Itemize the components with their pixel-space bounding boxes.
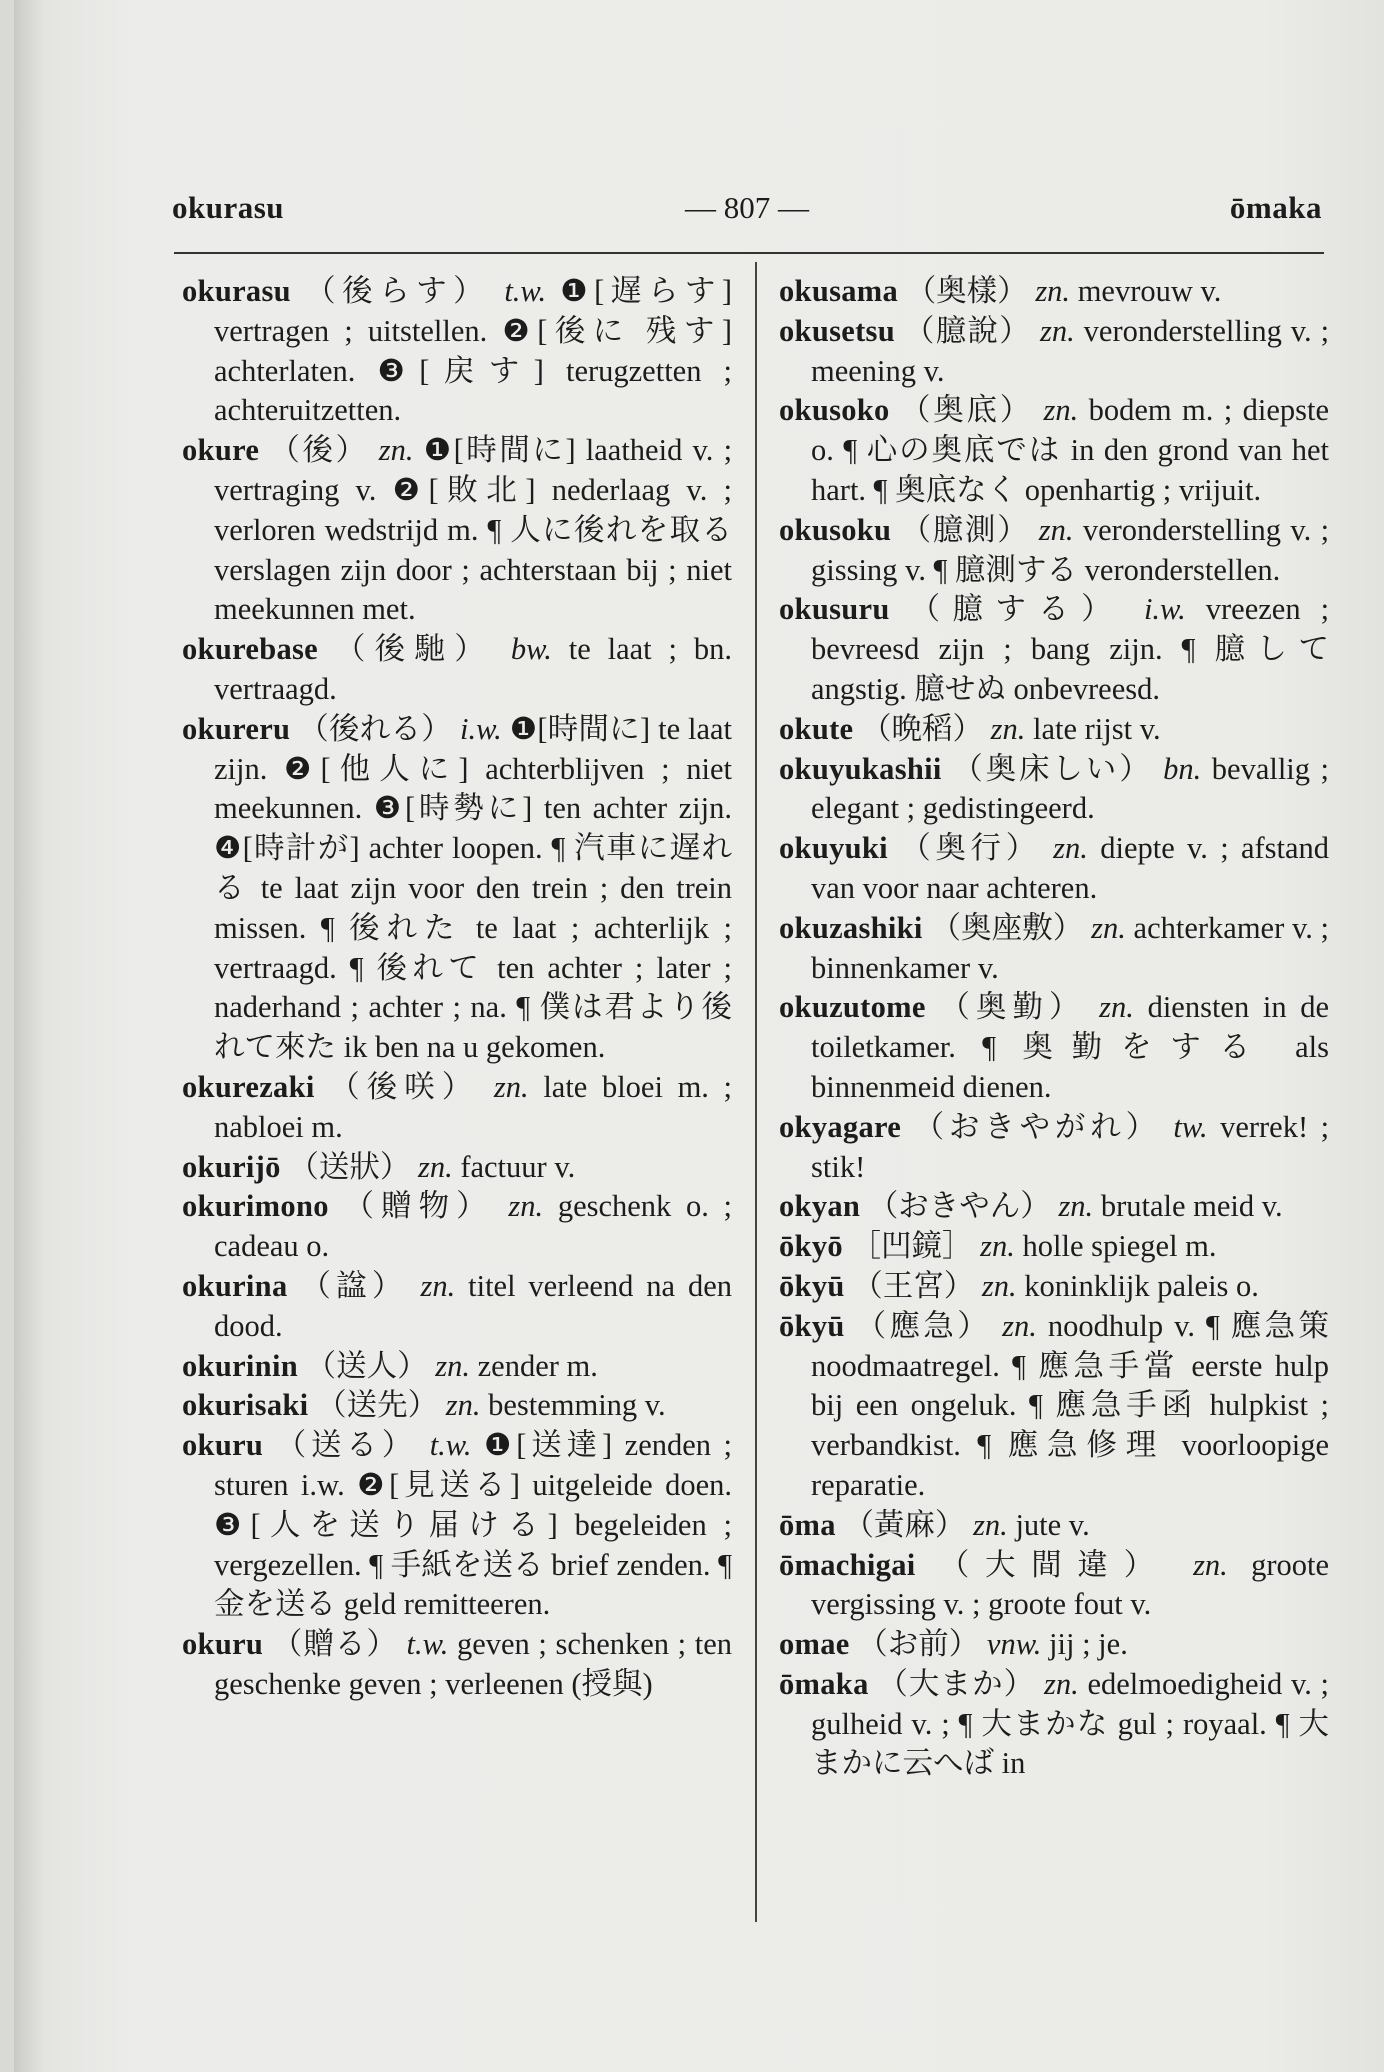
headword: okusetsu [779, 313, 895, 348]
definition: groote vergissing v. ; groote fout v. [811, 1547, 1330, 1622]
entry [779, 1625, 1329, 1665]
headword: okuyukashii [779, 751, 942, 786]
headword: okyan [779, 1189, 861, 1224]
kanji: （奥樣） [905, 274, 1028, 308]
kanji: （臆說） [903, 313, 1032, 348]
headword: okurina [182, 1268, 288, 1303]
grammar-tag: zn. [1039, 313, 1075, 348]
grammar-tag: tw. [1173, 1109, 1208, 1144]
entry [182, 1068, 732, 1148]
headword: ōkyū [779, 1268, 845, 1303]
grammar-tag: zn. [1035, 274, 1071, 308]
grammar-tag: zn. [1091, 910, 1126, 945]
grammar-tag: zn. [1058, 1189, 1094, 1224]
definition: mevrouw v. [1077, 274, 1222, 308]
definition: veronderstelling v. ; meening v. [811, 313, 1330, 388]
kanji: （送先） [316, 1388, 439, 1423]
kanji: （贈物） [343, 1189, 494, 1224]
definition: late rijst v. [1033, 711, 1161, 746]
definition: diepte v. ; afstand van voor naar achteren. [811, 831, 1330, 905]
entry [182, 710, 732, 1068]
headword: okuzashiki [779, 910, 923, 945]
header-rule [174, 252, 1324, 254]
column-divider [755, 262, 757, 1922]
entry [779, 710, 1329, 750]
headword: ōmachigai [779, 1547, 916, 1582]
entry [182, 1148, 732, 1188]
grammar-tag: zn. [378, 433, 414, 468]
entry [779, 1267, 1329, 1307]
headword: okurebase [182, 632, 319, 667]
entry [182, 1267, 732, 1347]
headword: ōma [779, 1507, 836, 1542]
headword: okyagare [779, 1109, 902, 1144]
headword: ōmaka [779, 1666, 869, 1701]
definition: ❶[送達] zenden ; sturen i.w. ❷[見送る] uitgeleide doen. ❸[人を送り届ける] begeleiden ; vergezellen. ¶ 手紙を送る brief zenden. ¶ 金を送る geld remitteeren. [214, 1428, 732, 1622]
headword: okusoku [779, 512, 892, 547]
kanji: ［凹鏡］ [850, 1229, 973, 1264]
definition: factuur v. [460, 1149, 576, 1184]
grammar-tag: bw. [510, 632, 552, 667]
grammar-tag: zn. [1043, 393, 1079, 428]
entry [182, 1426, 732, 1625]
definition: vreezen ; bevreesd zijn ; bang zijn. ¶ 臆して angstig. 臆せぬ onbevreesd. [811, 592, 1330, 706]
headword: okuyuki [779, 831, 888, 866]
headword: okuru [182, 1428, 264, 1463]
kanji: （送人） [305, 1348, 428, 1383]
page-number: — 807 — [685, 190, 809, 225]
headword: okureru [182, 711, 291, 746]
kanji: （おきやん） [867, 1189, 1051, 1224]
headword: ōkyō [779, 1229, 843, 1264]
definition: bestemming v. [488, 1388, 666, 1423]
kanji: （後） [269, 433, 369, 468]
kanji: （贈る） [271, 1627, 398, 1662]
grammar-tag: zn. [1038, 512, 1074, 547]
entry [182, 1386, 732, 1426]
entry [779, 1506, 1329, 1546]
definition: geven ; schenken ; ten geschenke geven ; verleenen (授與) [214, 1627, 733, 1701]
grammar-tag: i.w. [459, 711, 502, 746]
grammar-tag: zn. [973, 1507, 1008, 1542]
grammar-tag: t.w. [429, 1428, 472, 1463]
entry [779, 750, 1329, 830]
entry [182, 1187, 732, 1267]
definition: koninklijk paleis o. [1024, 1268, 1259, 1303]
definition: zender m. [477, 1348, 598, 1383]
grammar-tag: zn. [435, 1348, 470, 1383]
kanji: （送る） [275, 1428, 418, 1463]
kanji: （臆測） [900, 512, 1030, 547]
running-header [172, 190, 1322, 234]
grammar-tag: zn. [420, 1268, 456, 1303]
entry [779, 1187, 1329, 1227]
headword: okurezaki [182, 1069, 315, 1104]
grammar-tag: zn. [981, 1268, 1017, 1303]
kanji: （晩稻） [861, 711, 983, 746]
headword: okurimono [182, 1189, 329, 1224]
kanji: （お前） [857, 1627, 980, 1662]
definition: ❶[遅らす] vertragen ; uitstellen. ❷[後に 残す] achterlaten. ❸[戻す] terugzetten ; achteruitzetten. [214, 274, 733, 428]
entry [779, 909, 1329, 989]
definition: bevallig ; elegant ; gedistingeerd. [811, 751, 1330, 826]
grammar-tag: zn. [1002, 1308, 1037, 1343]
kanji: （應急） [855, 1308, 992, 1343]
headword: okusama [779, 274, 899, 308]
kanji: （後れる） [298, 711, 453, 746]
grammar-tag: zn. [1043, 1666, 1079, 1701]
kanji: （諡） [300, 1268, 408, 1303]
kanji: （送狀） [288, 1149, 411, 1184]
headword: okure [182, 433, 260, 468]
grammar-tag: t.w. [406, 1627, 449, 1662]
headword: okuzutome [779, 990, 926, 1025]
grammar-tag: zn. [1099, 990, 1134, 1025]
right-column [779, 272, 1329, 1784]
definition: edelmoedigheid v. ; gulheid v. ; ¶ 大まかな gul ; royaal. ¶ 大まかに云へば in [811, 1666, 1330, 1781]
kanji: （おきやがれ） [913, 1109, 1161, 1144]
entry [779, 829, 1329, 909]
entry [779, 511, 1329, 591]
grammar-tag: zn. [445, 1388, 481, 1423]
entry [182, 431, 732, 630]
definition: veronderstelling v. ; gissing v. ¶ 臆測する veronderstellen. [811, 512, 1330, 587]
kanji: （後馳） [334, 632, 494, 667]
kanji: （大間違） [938, 1547, 1170, 1582]
definition: late bloei m. ; nabloei m. [214, 1069, 733, 1144]
definition: achterkamer v. ; binnenkamer v. [811, 910, 1330, 985]
entry [779, 1665, 1329, 1784]
entry [779, 590, 1329, 709]
grammar-tag: zn. [1193, 1547, 1228, 1582]
definition: titel verleend na den dood. [214, 1268, 732, 1343]
headword: okusoko [779, 393, 890, 428]
grammar-tag: zn. [508, 1189, 544, 1224]
headword: okusuru [779, 592, 890, 627]
grammar-tag: zn. [1053, 831, 1088, 866]
kanji: （奥床しい） [952, 751, 1153, 786]
kanji: （大まか） [877, 1666, 1036, 1701]
definition: ❶[時間に] laatheid v. ; vertraging v. ❷[敗北] nederlaag v. ; verloren wedstrijd m. ¶ 人に後れを取る verslagen zijn door ; achterstaan bij ; niet meekunnen met. [214, 433, 733, 627]
definition: noodhulp v. ¶ 應急策 noodmaatregel. ¶ 應急手當 eerste hulp bij een ongeluk. ¶ 應急手函 hulpkist ; verbandkist. ¶ 應急修理 voorloopige reparatie. [811, 1308, 1330, 1502]
definition: te laat ; bn. vertraagd. [214, 632, 733, 706]
definition: geschenk o. ; cadeau o. [214, 1189, 733, 1264]
kanji: （奥座敷） [930, 910, 1084, 945]
entry [779, 1546, 1329, 1626]
kanji: （奥行） [900, 831, 1041, 866]
kanji: （後らす） [305, 274, 491, 308]
headword: omae [779, 1627, 850, 1662]
grammar-tag: zn. [493, 1069, 529, 1104]
kanji: （王宮） [852, 1268, 975, 1303]
definition: verrek! ; stik! [811, 1109, 1330, 1184]
headword: ōkyū [779, 1308, 845, 1343]
headword: okurasu [182, 274, 291, 308]
entry [182, 630, 732, 710]
kanji: （臆する） [909, 592, 1124, 627]
entry [779, 312, 1329, 392]
entry [779, 391, 1329, 510]
grammar-tag: t.w. [504, 274, 547, 308]
entry [779, 1227, 1329, 1267]
headword: okurijō [182, 1149, 281, 1184]
definition: ❶[時間に] te laat zijn. ❷[他人に] achterblijven ; niet meekunnen. ❸[時勢に] ten achter zijn. ❹[時計が] achter loopen. ¶ 汽車に遅れる te laat zijn voor den trein ; den trein missen. ¶ 後れた te laat ; achterlijk ; vertraagd. ¶ 後れて ten achter ; later ; naderhand ; achter ; na. ¶ 僕は君より後れて來た ik ben na u gekomen. [214, 711, 733, 1065]
entry [779, 1307, 1329, 1506]
definition: diensten in de toiletkamer. ¶ 奥勤をする als binnenmeid dienen. [811, 990, 1330, 1104]
definition: jute v. [1015, 1507, 1090, 1542]
definition: brutale meid v. [1100, 1189, 1283, 1224]
entry [182, 1347, 732, 1387]
definition: holle spiegel m. [1022, 1229, 1217, 1264]
grammar-tag: bn. [1163, 751, 1202, 786]
entry [182, 1625, 732, 1705]
grammar-tag: i.w. [1143, 592, 1186, 627]
kanji: （後咲） [329, 1069, 480, 1104]
grammar-tag: zn. [980, 1229, 1015, 1264]
headword: okurisaki [182, 1388, 309, 1423]
headword: okute [779, 711, 854, 746]
entry [779, 988, 1329, 1107]
definition: bodem m. ; diepste o. ¶ 心の奥底では in den grond van het hart. ¶ 奥底なく openhartig ; vrijuit. [811, 393, 1329, 507]
kanji: （黃麻） [843, 1507, 966, 1542]
entry [779, 272, 1329, 312]
headword: okuru [182, 1627, 264, 1662]
entry [182, 272, 732, 431]
entry [779, 1108, 1329, 1188]
dictionary-page [14, 0, 1384, 2072]
grammar-tag: zn. [990, 711, 1026, 746]
grammar-tag: zn. [417, 1149, 453, 1184]
grammar-tag: vnw. [986, 1627, 1042, 1662]
kanji: （奥勤） [939, 990, 1086, 1025]
left-column [182, 272, 732, 1705]
definition: jij ; je. [1049, 1627, 1128, 1662]
kanji: （奥底） [900, 393, 1034, 428]
header-left-guideword: okurasu [172, 190, 285, 225]
header-right-guideword: ōmaka [1229, 190, 1322, 225]
headword: okurinin [182, 1348, 298, 1383]
